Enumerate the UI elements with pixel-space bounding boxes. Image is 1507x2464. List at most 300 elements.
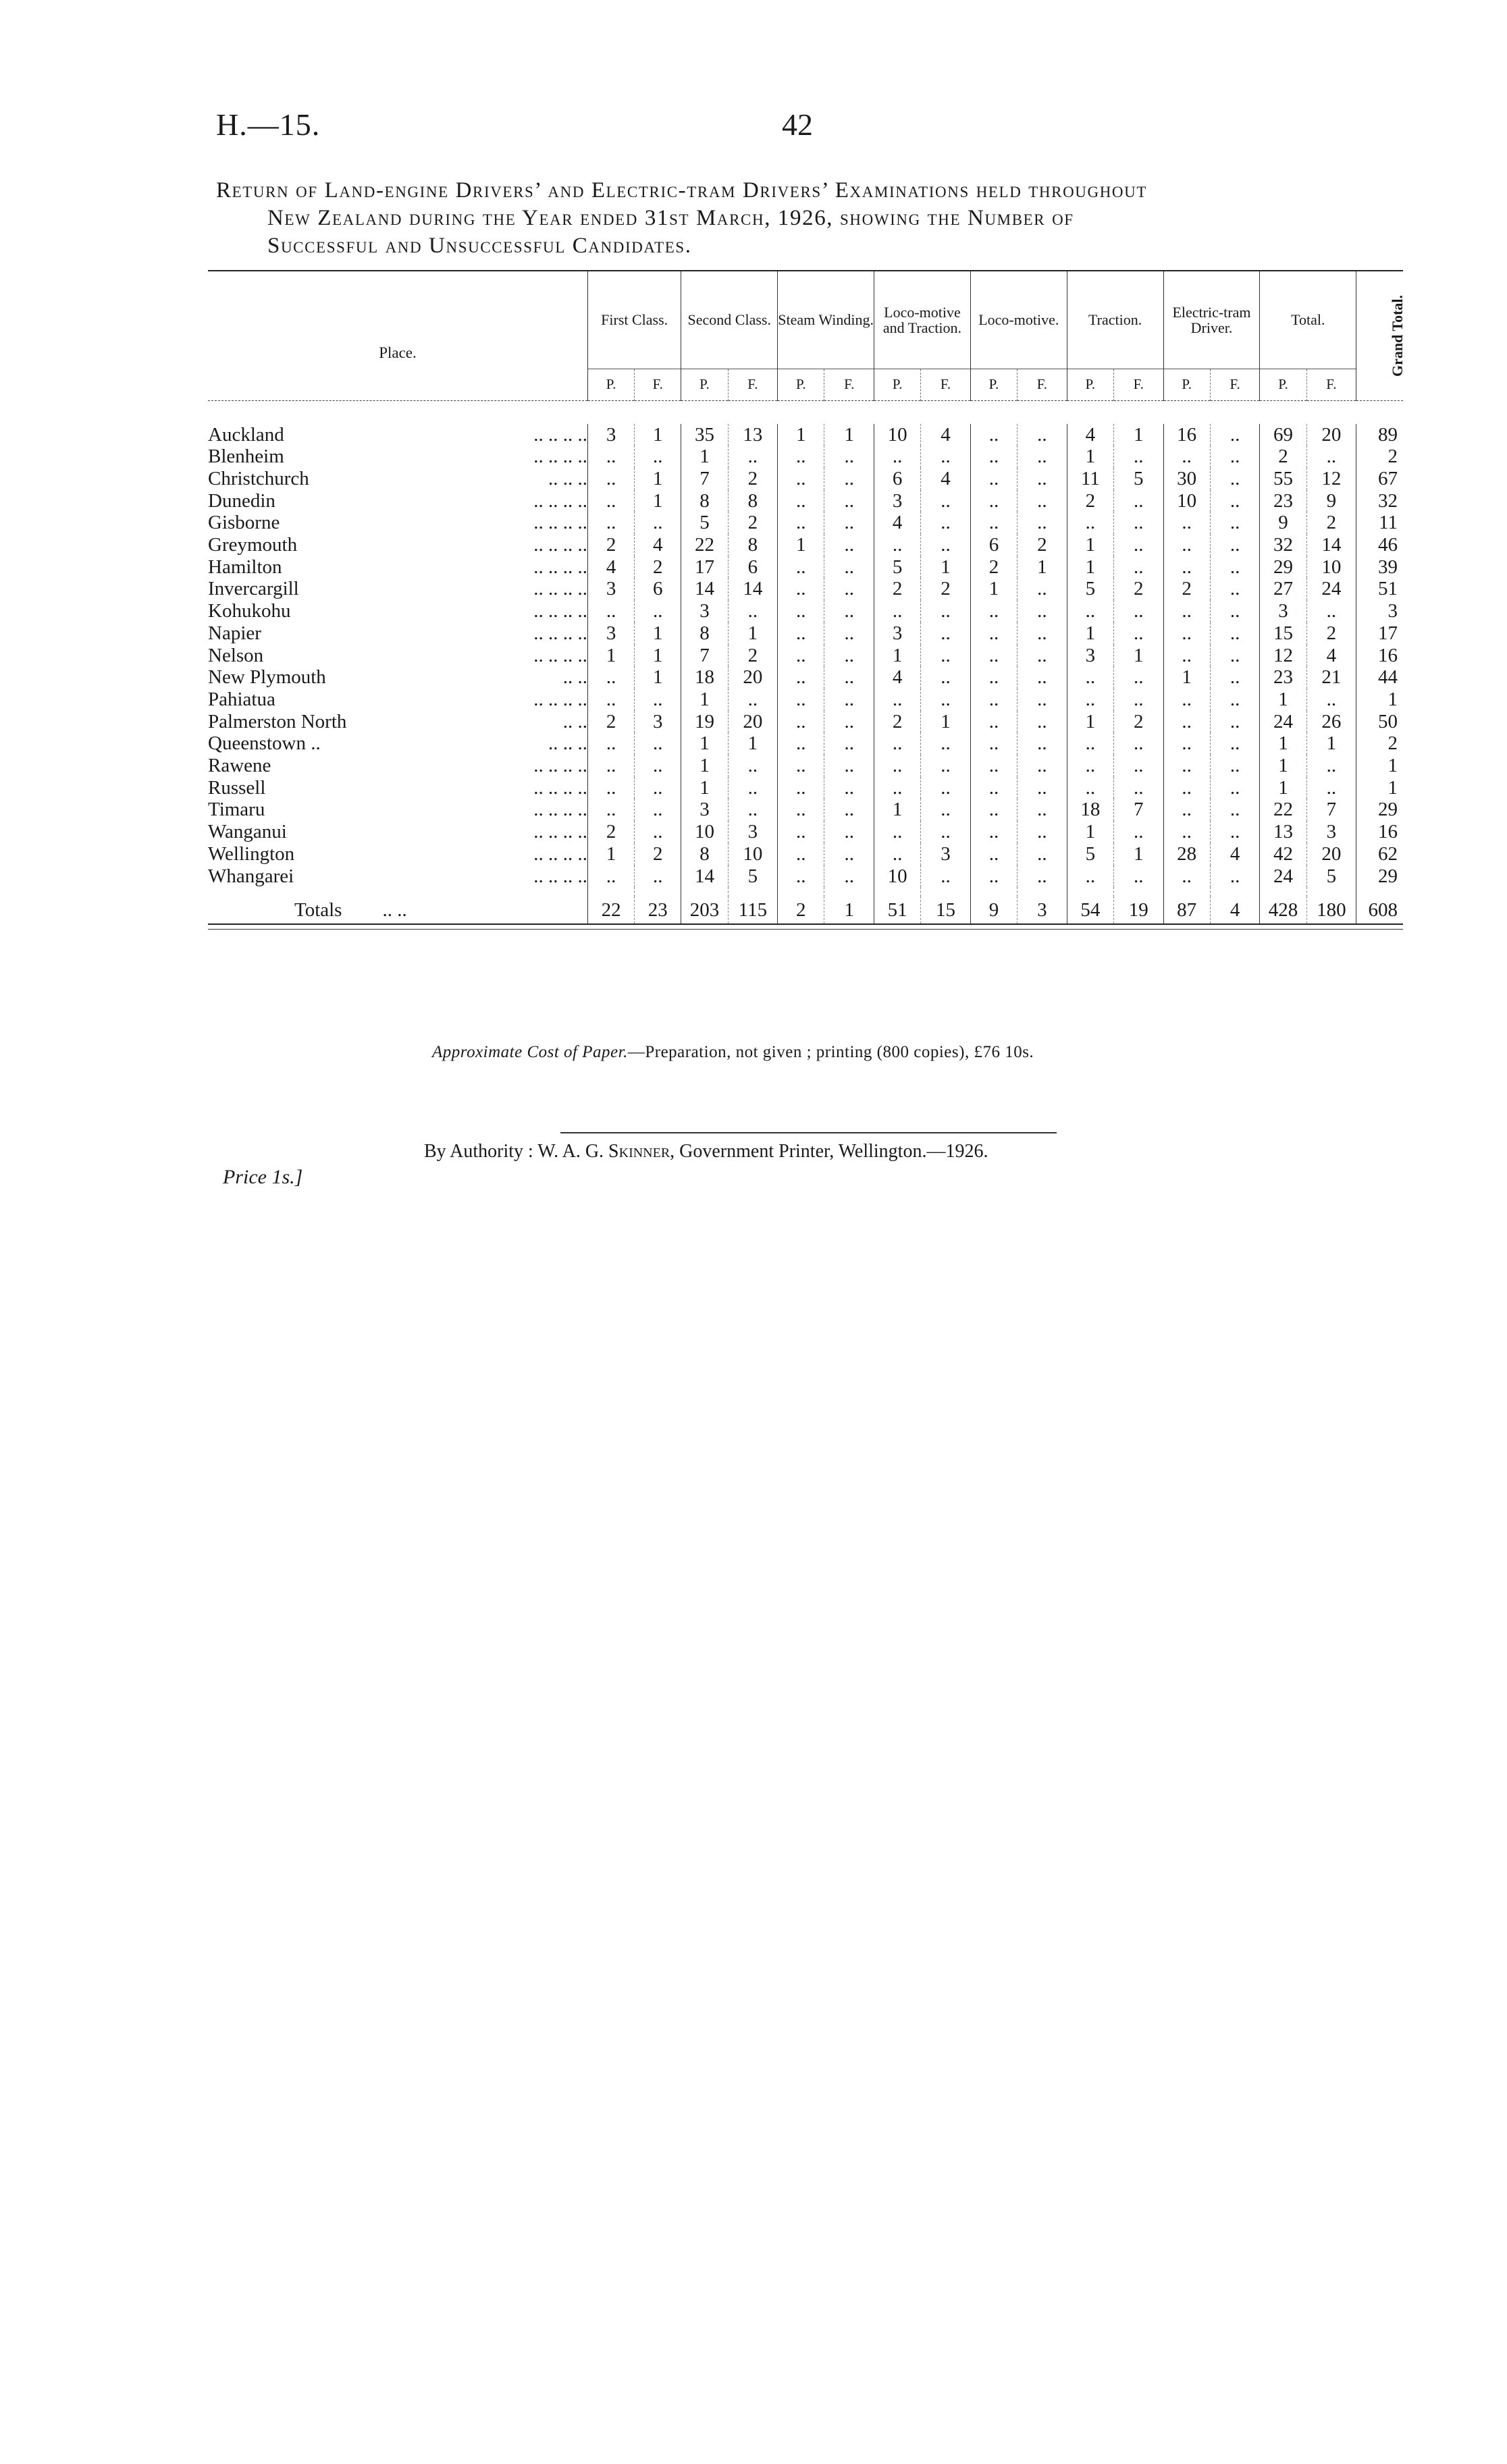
failed-cell: .. bbox=[1017, 490, 1067, 512]
failed-cell: 20 bbox=[728, 711, 778, 733]
failed-cell: 12 bbox=[1306, 468, 1356, 490]
passed-cell: 24 bbox=[1260, 711, 1306, 733]
passed-cell: .. bbox=[778, 777, 824, 799]
passed-cell: .. bbox=[874, 534, 921, 556]
passed-cell: .. bbox=[874, 843, 921, 865]
table-title bbox=[216, 177, 1404, 260]
passed-cell: 1 bbox=[681, 689, 728, 711]
failed-cell: .. bbox=[1210, 446, 1260, 468]
failed-cell: .. bbox=[921, 755, 971, 777]
passed-cell: 1 bbox=[681, 446, 728, 468]
failed-cell: 4 bbox=[635, 534, 681, 556]
failed-cell: 5 bbox=[1306, 865, 1356, 888]
place-name: Invercargill .. .. .. .. bbox=[208, 578, 587, 600]
passed-cell: 32 bbox=[1260, 534, 1306, 556]
failed-cell: 9 bbox=[1306, 490, 1356, 512]
failed-cell: .. bbox=[1210, 534, 1260, 556]
passed-cell: .. bbox=[970, 600, 1017, 622]
failed-cell: .. bbox=[824, 446, 874, 468]
failed-cell: .. bbox=[824, 578, 874, 600]
passed-cell: 2 bbox=[587, 534, 634, 556]
place-name: Nelson .. .. .. .. bbox=[208, 644, 587, 666]
failed-cell: 1 bbox=[635, 424, 681, 446]
failed-cell: .. bbox=[1210, 821, 1260, 843]
passed-cell: 1 bbox=[778, 534, 824, 556]
leader-dots: .. .. .. .. bbox=[533, 534, 587, 556]
passed-cell: 2 bbox=[1067, 490, 1113, 512]
failed-cell: .. bbox=[921, 446, 971, 468]
failed-cell: .. bbox=[921, 512, 971, 534]
title-line: Return of Land-engine Drivers’ and Electric-tram Drivers’ Examinations held throughout bbox=[216, 178, 1147, 203]
passed-cell: .. bbox=[778, 711, 824, 733]
failed-cell: .. bbox=[1210, 732, 1260, 755]
failed-cell: .. bbox=[1306, 600, 1356, 622]
failed-cell: 14 bbox=[728, 578, 778, 600]
passed-cell: 3 bbox=[1260, 600, 1306, 622]
failed-cell: 21 bbox=[1306, 666, 1356, 689]
passed-cell: 4 bbox=[587, 556, 634, 579]
place-name: Gisborne .. .. .. .. bbox=[208, 512, 587, 534]
failed-cell: 115 bbox=[728, 896, 778, 924]
failed-cell: .. bbox=[824, 490, 874, 512]
group-header: Traction. bbox=[1067, 271, 1163, 369]
passed-cell: .. bbox=[874, 777, 921, 799]
table-row bbox=[208, 556, 1403, 579]
passed-cell: 1 bbox=[681, 732, 728, 755]
failed-cell: .. bbox=[824, 645, 874, 667]
failed-cell: .. bbox=[728, 689, 778, 711]
passed-cell: .. bbox=[970, 777, 1017, 799]
failed-cell: .. bbox=[1017, 777, 1067, 799]
passed-cell: .. bbox=[874, 755, 921, 777]
failed-cell: .. bbox=[728, 446, 778, 468]
passed-cell: 69 bbox=[1260, 424, 1306, 446]
grand-total-cell: 1 bbox=[1356, 777, 1403, 799]
passed-cell: .. bbox=[778, 556, 824, 579]
failed-cell: 24 bbox=[1306, 578, 1356, 600]
failed-cell: .. bbox=[1210, 600, 1260, 622]
failed-cell: .. bbox=[635, 799, 681, 821]
passed-cell: 3 bbox=[587, 578, 634, 600]
f-column-header: F. bbox=[1113, 369, 1163, 400]
passed-cell: 7 bbox=[681, 645, 728, 667]
leader-dots: .. .. .. .. bbox=[533, 578, 587, 600]
failed-cell: .. bbox=[1210, 777, 1260, 799]
passed-cell: 4 bbox=[1067, 424, 1113, 446]
passed-cell: 1 bbox=[1067, 622, 1113, 645]
failed-cell: .. bbox=[1306, 689, 1356, 711]
passed-cell: 22 bbox=[1260, 799, 1306, 821]
passed-cell: 87 bbox=[1163, 896, 1210, 924]
title-line: New Zealand during the Year ended 31st March, 1926, showing the Number of bbox=[267, 206, 1074, 230]
failed-cell: .. bbox=[824, 732, 874, 755]
passed-cell: .. bbox=[778, 843, 824, 865]
failed-cell: .. bbox=[824, 622, 874, 645]
passed-cell: 23 bbox=[1260, 490, 1306, 512]
failed-cell: .. bbox=[1210, 490, 1260, 512]
failed-cell: 1 bbox=[1113, 424, 1163, 446]
group-header: First Class. bbox=[587, 271, 681, 369]
failed-cell: 7 bbox=[1306, 799, 1356, 821]
leader-dots: .. .. .. .. bbox=[533, 556, 587, 578]
passed-cell: 13 bbox=[1260, 821, 1306, 843]
failed-cell: 2 bbox=[921, 578, 971, 600]
failed-cell: .. bbox=[824, 711, 874, 733]
failed-cell: 5 bbox=[1113, 468, 1163, 490]
passed-cell: 16 bbox=[1163, 424, 1210, 446]
passed-cell: .. bbox=[1067, 732, 1113, 755]
failed-cell: .. bbox=[1113, 534, 1163, 556]
failed-cell: .. bbox=[1210, 424, 1260, 446]
f-column-header: F. bbox=[921, 369, 971, 400]
passed-cell: 10 bbox=[874, 424, 921, 446]
passed-cell: 3 bbox=[874, 490, 921, 512]
table-row bbox=[208, 711, 1403, 733]
failed-cell: .. bbox=[1113, 600, 1163, 622]
p-column-header: P. bbox=[1163, 369, 1210, 400]
failed-cell: .. bbox=[824, 799, 874, 821]
grand-total-cell: 32 bbox=[1356, 490, 1403, 512]
failed-cell: 2 bbox=[728, 468, 778, 490]
passed-cell: 15 bbox=[1260, 622, 1306, 645]
passed-cell: 19 bbox=[681, 711, 728, 733]
passed-cell: .. bbox=[587, 732, 634, 755]
place-name: Russell .. .. .. .. bbox=[208, 776, 587, 799]
divider bbox=[560, 1132, 1057, 1133]
table-row bbox=[208, 490, 1403, 512]
failed-cell: .. bbox=[1017, 821, 1067, 843]
passed-cell: .. bbox=[778, 446, 824, 468]
grand-total-cell: 17 bbox=[1356, 622, 1403, 645]
failed-cell: 1 bbox=[824, 424, 874, 446]
passed-cell: 1 bbox=[970, 578, 1017, 600]
failed-cell: 1 bbox=[1306, 732, 1356, 755]
leader-dots: .. .. .. .. bbox=[533, 622, 587, 644]
passed-cell: .. bbox=[970, 622, 1017, 645]
failed-cell: .. bbox=[824, 865, 874, 888]
table-row bbox=[208, 843, 1403, 865]
leader-dots: .. .. bbox=[382, 899, 407, 921]
passed-cell: .. bbox=[778, 689, 824, 711]
passed-cell: 1 bbox=[1163, 666, 1210, 689]
examinations-table bbox=[208, 270, 1406, 930]
group-header: Loco-motive. bbox=[970, 271, 1067, 369]
passed-cell: .. bbox=[970, 865, 1017, 888]
failed-cell: 2 bbox=[635, 556, 681, 579]
table-row bbox=[208, 821, 1403, 843]
passed-cell: 3 bbox=[587, 424, 634, 446]
passed-cell: 18 bbox=[681, 666, 728, 689]
failed-cell: .. bbox=[921, 865, 971, 888]
passed-cell: 1 bbox=[1260, 755, 1306, 777]
cost-text: —Preparation, not given ; printing (800 copies), £76 10s. bbox=[627, 1043, 1034, 1061]
passed-cell: .. bbox=[1163, 446, 1210, 468]
failed-cell: 8 bbox=[728, 490, 778, 512]
failed-cell: 2 bbox=[1113, 711, 1163, 733]
failed-cell: .. bbox=[921, 666, 971, 689]
leader-dots: .. .. .. .. bbox=[533, 423, 587, 446]
passed-cell: .. bbox=[1067, 512, 1113, 534]
passed-cell: .. bbox=[874, 821, 921, 843]
passed-cell: 28 bbox=[1163, 843, 1210, 865]
grand-total-cell: 16 bbox=[1356, 645, 1403, 667]
table-row bbox=[208, 446, 1403, 468]
grand-total-cell: 44 bbox=[1356, 666, 1403, 689]
passed-cell: .. bbox=[1067, 755, 1113, 777]
failed-cell: 2 bbox=[635, 843, 681, 865]
failed-cell: .. bbox=[921, 645, 971, 667]
grand-total-cell: 1 bbox=[1356, 755, 1403, 777]
table-row bbox=[208, 578, 1403, 600]
failed-cell: 1 bbox=[824, 896, 874, 924]
failed-cell: .. bbox=[1210, 645, 1260, 667]
place-name: Christchurch .. .. .. bbox=[208, 467, 587, 489]
failed-cell: .. bbox=[1017, 578, 1067, 600]
failed-cell: .. bbox=[824, 534, 874, 556]
leader-dots: .. .. .. .. bbox=[533, 865, 587, 887]
failed-cell: .. bbox=[921, 534, 971, 556]
passed-cell: 1 bbox=[874, 799, 921, 821]
failed-cell: .. bbox=[824, 843, 874, 865]
totals-row bbox=[208, 896, 1403, 924]
passed-cell: .. bbox=[970, 799, 1017, 821]
leader-dots: .. .. bbox=[562, 666, 587, 689]
failed-cell: 4 bbox=[1210, 843, 1260, 865]
failed-cell: .. bbox=[1017, 424, 1067, 446]
table-row bbox=[208, 689, 1403, 711]
passed-cell: .. bbox=[970, 755, 1017, 777]
failed-cell: 26 bbox=[1306, 711, 1356, 733]
failed-cell: .. bbox=[921, 622, 971, 645]
failed-cell: .. bbox=[635, 689, 681, 711]
failed-cell: 2 bbox=[1306, 512, 1356, 534]
passed-cell: 5 bbox=[1067, 843, 1113, 865]
failed-cell: .. bbox=[921, 600, 971, 622]
group-header: Steam Winding. bbox=[778, 271, 874, 369]
f-column-header: F. bbox=[728, 369, 778, 400]
passed-cell: 8 bbox=[681, 622, 728, 645]
group-header: Total. bbox=[1260, 271, 1356, 369]
failed-cell: 1 bbox=[728, 732, 778, 755]
p-column-header: P. bbox=[970, 369, 1017, 400]
failed-cell: .. bbox=[1210, 512, 1260, 534]
failed-cell: .. bbox=[1017, 689, 1067, 711]
passed-cell: 24 bbox=[1260, 865, 1306, 888]
p-column-header: P. bbox=[587, 369, 634, 400]
failed-cell: 1 bbox=[1113, 843, 1163, 865]
failed-cell: .. bbox=[921, 732, 971, 755]
passed-cell: 3 bbox=[1067, 645, 1113, 667]
grand-total-cell: 67 bbox=[1356, 468, 1403, 490]
place-name: Napier .. .. .. .. bbox=[208, 622, 587, 644]
passed-cell: 2 bbox=[587, 711, 634, 733]
leader-dots: .. .. .. .. bbox=[533, 755, 587, 777]
failed-cell: .. bbox=[1210, 578, 1260, 600]
passed-cell: .. bbox=[970, 645, 1017, 667]
failed-cell: .. bbox=[824, 556, 874, 579]
table-row bbox=[208, 468, 1403, 490]
passed-cell: 2 bbox=[1260, 446, 1306, 468]
passed-cell: 2 bbox=[874, 711, 921, 733]
failed-cell: .. bbox=[824, 821, 874, 843]
place-name: Wanganui .. .. .. .. bbox=[208, 821, 587, 843]
failed-cell: .. bbox=[635, 512, 681, 534]
passed-cell: 10 bbox=[1163, 490, 1210, 512]
place-name: Auckland .. .. .. .. bbox=[208, 423, 587, 446]
failed-cell: 1 bbox=[1113, 645, 1163, 667]
passed-cell: 9 bbox=[970, 896, 1017, 924]
failed-cell: 2 bbox=[1306, 622, 1356, 645]
passed-cell: 29 bbox=[1260, 556, 1306, 579]
passed-cell: 3 bbox=[874, 622, 921, 645]
failed-cell: 1 bbox=[1017, 556, 1067, 579]
failed-cell: .. bbox=[1210, 622, 1260, 645]
failed-cell: .. bbox=[1210, 711, 1260, 733]
failed-cell: .. bbox=[921, 689, 971, 711]
passed-cell: .. bbox=[587, 490, 634, 512]
passed-cell: .. bbox=[1163, 689, 1210, 711]
failed-cell: 3 bbox=[635, 711, 681, 733]
passed-cell: 2 bbox=[1163, 578, 1210, 600]
passed-cell: .. bbox=[587, 446, 634, 468]
failed-cell: .. bbox=[1113, 622, 1163, 645]
passed-cell: .. bbox=[778, 799, 824, 821]
failed-cell: .. bbox=[1017, 468, 1067, 490]
passed-cell: .. bbox=[1163, 645, 1210, 667]
passed-cell: 10 bbox=[681, 821, 728, 843]
passed-cell: .. bbox=[874, 689, 921, 711]
place-name: Queenstown .. .. .. .. bbox=[208, 732, 587, 755]
failed-cell: 8 bbox=[728, 534, 778, 556]
passed-cell: .. bbox=[970, 424, 1017, 446]
failed-cell: .. bbox=[635, 600, 681, 622]
failed-cell: .. bbox=[1113, 755, 1163, 777]
failed-cell: .. bbox=[1210, 755, 1260, 777]
failed-cell: 7 bbox=[1113, 799, 1163, 821]
passed-cell: 4 bbox=[874, 666, 921, 689]
passed-cell: 18 bbox=[1067, 799, 1113, 821]
failed-cell: 20 bbox=[728, 666, 778, 689]
leader-dots: .. .. .. bbox=[548, 467, 587, 489]
passed-cell: 5 bbox=[874, 556, 921, 579]
passed-cell: 17 bbox=[681, 556, 728, 579]
table-row bbox=[208, 600, 1403, 622]
table-row bbox=[208, 666, 1403, 689]
passed-cell: 12 bbox=[1260, 645, 1306, 667]
failed-cell: 1 bbox=[728, 622, 778, 645]
failed-cell: 15 bbox=[921, 896, 971, 924]
failed-cell: .. bbox=[824, 755, 874, 777]
grand-total-cell: 29 bbox=[1356, 799, 1403, 821]
failed-cell: .. bbox=[1017, 600, 1067, 622]
passed-cell: .. bbox=[778, 490, 824, 512]
failed-cell: 1 bbox=[635, 645, 681, 667]
document-reference: H.—15. bbox=[216, 107, 321, 142]
passed-cell: .. bbox=[778, 578, 824, 600]
leader-dots: .. .. .. .. bbox=[533, 688, 587, 710]
passed-cell: 5 bbox=[1067, 578, 1113, 600]
passed-cell: .. bbox=[1163, 622, 1210, 645]
failed-cell: .. bbox=[1113, 446, 1163, 468]
failed-cell: .. bbox=[1113, 666, 1163, 689]
grand-total-cell: 608 bbox=[1356, 896, 1403, 924]
p-column-header: P. bbox=[778, 369, 824, 400]
failed-cell: 13 bbox=[728, 424, 778, 446]
table-row bbox=[208, 865, 1403, 888]
place-name: Dunedin .. .. .. .. bbox=[208, 489, 587, 512]
passed-cell: 54 bbox=[1067, 896, 1113, 924]
failed-cell: 3 bbox=[1017, 896, 1067, 924]
passed-cell: .. bbox=[970, 689, 1017, 711]
failed-cell: 5 bbox=[728, 865, 778, 888]
passed-cell: .. bbox=[970, 843, 1017, 865]
passed-cell: .. bbox=[778, 622, 824, 645]
passed-cell: 10 bbox=[874, 865, 921, 888]
failed-cell: .. bbox=[824, 512, 874, 534]
passed-cell: 22 bbox=[681, 534, 728, 556]
place-name: Wellington .. .. .. .. bbox=[208, 842, 587, 865]
failed-cell: 20 bbox=[1306, 424, 1356, 446]
passed-cell: 1 bbox=[587, 843, 634, 865]
failed-cell: .. bbox=[921, 777, 971, 799]
passed-cell: 1 bbox=[1260, 689, 1306, 711]
failed-cell: .. bbox=[824, 666, 874, 689]
failed-cell: .. bbox=[824, 777, 874, 799]
passed-cell: .. bbox=[1067, 600, 1113, 622]
failed-cell: .. bbox=[1210, 468, 1260, 490]
passed-cell: 1 bbox=[778, 424, 824, 446]
f-column-header: F. bbox=[824, 369, 874, 400]
place-name: Greymouth .. .. .. .. bbox=[208, 534, 587, 556]
passed-cell: .. bbox=[874, 446, 921, 468]
passed-cell: 7 bbox=[681, 468, 728, 490]
failed-cell: .. bbox=[1017, 755, 1067, 777]
passed-cell: 14 bbox=[681, 578, 728, 600]
passed-cell: .. bbox=[1163, 512, 1210, 534]
f-column-header: F. bbox=[1306, 369, 1356, 400]
passed-cell: .. bbox=[1163, 534, 1210, 556]
failed-cell: 6 bbox=[635, 578, 681, 600]
table-row bbox=[208, 732, 1403, 755]
passed-cell: 1 bbox=[874, 645, 921, 667]
table-row bbox=[208, 534, 1403, 556]
table-row bbox=[208, 777, 1403, 799]
failed-cell: .. bbox=[824, 468, 874, 490]
passed-cell: 51 bbox=[874, 896, 921, 924]
passed-cell: .. bbox=[1163, 821, 1210, 843]
place-name: Whangarei .. .. .. .. bbox=[208, 865, 587, 887]
leader-dots: .. .. .. .. bbox=[533, 821, 587, 843]
failed-cell: .. bbox=[1113, 689, 1163, 711]
passed-cell: .. bbox=[778, 821, 824, 843]
passed-cell: 203 bbox=[681, 896, 728, 924]
passed-cell: 23 bbox=[1260, 666, 1306, 689]
failed-cell: .. bbox=[635, 446, 681, 468]
passed-cell: .. bbox=[970, 666, 1017, 689]
passed-cell: 1 bbox=[587, 645, 634, 667]
place-name: Kohukohu .. .. .. .. bbox=[208, 600, 587, 622]
passed-cell: 42 bbox=[1260, 843, 1306, 865]
group-header: Loco-motive and Traction. bbox=[874, 271, 971, 369]
grand-total-cell: 2 bbox=[1356, 732, 1403, 755]
title-line: Successful and Unsuccessful Candidates. bbox=[267, 234, 692, 258]
passed-cell: .. bbox=[1163, 732, 1210, 755]
passed-cell: 30 bbox=[1163, 468, 1210, 490]
passed-cell: .. bbox=[1067, 666, 1113, 689]
failed-cell: 4 bbox=[1210, 896, 1260, 924]
failed-cell: .. bbox=[1113, 556, 1163, 579]
failed-cell: 3 bbox=[728, 821, 778, 843]
